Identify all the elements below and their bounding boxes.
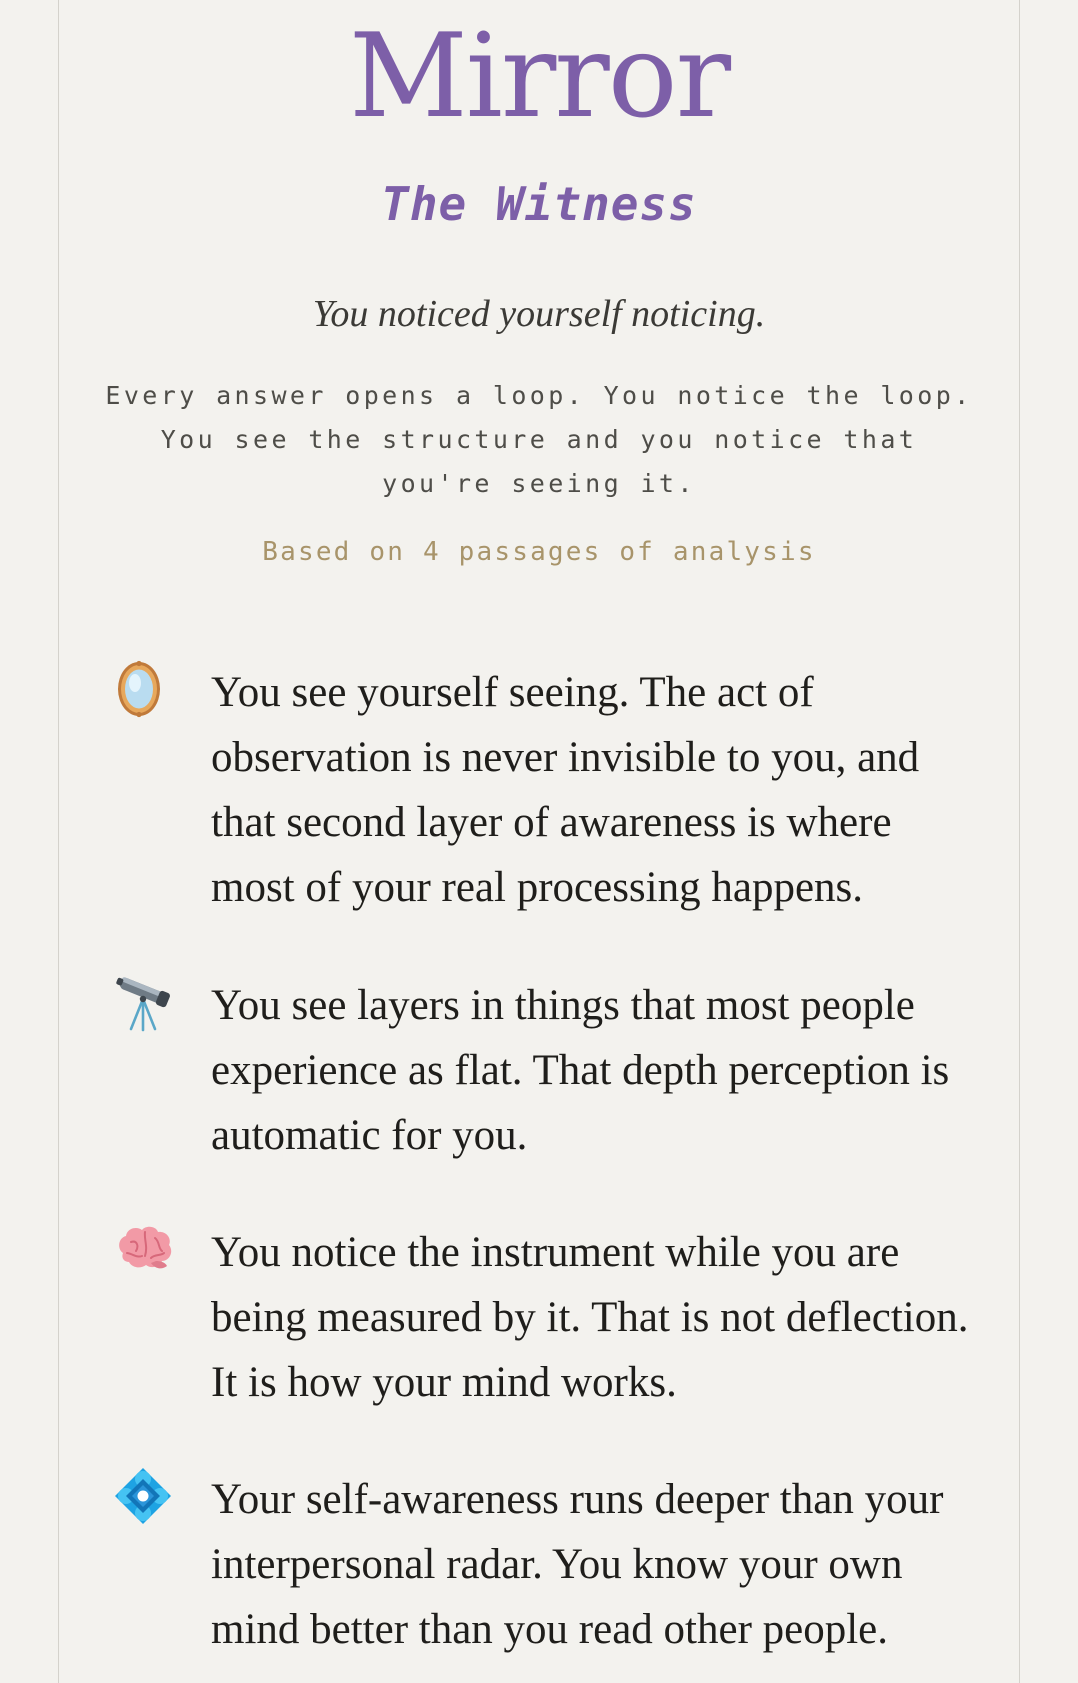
diamond-icon (115, 1467, 175, 1527)
mirror-icon (115, 660, 175, 720)
page-title: Mirror (348, 9, 730, 144)
insight-text: You see layers in things that most people experience as flat. That depth perception is automatic for you. (211, 982, 950, 1159)
archetype-description: Every answer opens a loop. You notice the loop. You see the structure and you notice that you're seeing it. (105, 381, 973, 498)
analysis-basis-note: Based on 4 passages of analysis (262, 537, 816, 567)
insight-text: You see yourself seeing. The act of observation is never invisible to you, and that second layer of awareness is where most of your real processing happens. (211, 669, 920, 911)
brain-icon (115, 1220, 175, 1280)
tagline: You noticed yourself noticing. (312, 293, 766, 335)
result-card (58, 0, 1020, 1683)
insight-text: Your self-awareness runs deeper than your interpersonal radar. You know your own mind better than you read other people. (211, 1476, 944, 1653)
insight-text: You notice the instrument while you are being measured by it. That is not deflection. It is how your mind works. (211, 1229, 969, 1406)
archetype-subtitle: The Witness (381, 177, 697, 231)
telescope-icon (115, 973, 175, 1033)
